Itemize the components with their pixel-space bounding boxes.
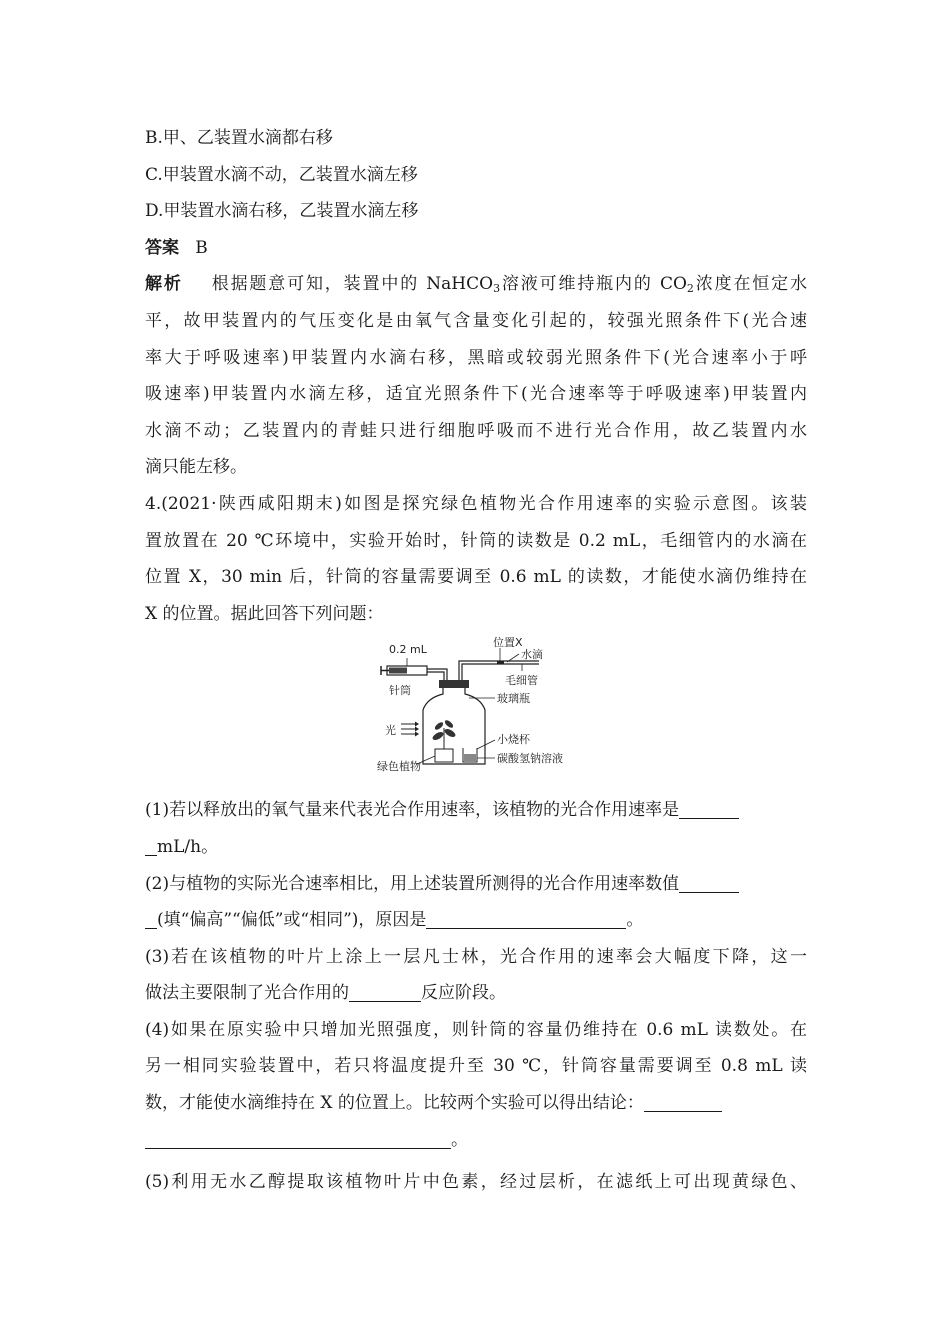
answer-blank-4[interactable] [349, 981, 421, 1002]
answer-blank-5-cont[interactable] [145, 1128, 451, 1149]
label-position: 位置X [493, 636, 523, 650]
label-syringe: 针筒 [389, 684, 411, 698]
option-c: C.甲装置水滴不动，乙装置水滴左移 [145, 164, 418, 185]
answer-blank-3[interactable] [426, 908, 626, 929]
rubber-stopper [439, 680, 469, 688]
answer-value: B [195, 237, 208, 258]
subq4-line-3: 数，才能使水滴维持在 X 的位置上。比较两个实验可以得出结论： [145, 1085, 807, 1122]
subq4-line-4: 。 [145, 1122, 807, 1159]
apparatus-illustration [377, 636, 597, 776]
question4-line-3: 位置 X，30 min 后，针筒的容量需要调至 0.6 mL 的读数，才能使水滴仍维持在 [145, 567, 807, 588]
subq1-line-2: mL/h。 [145, 829, 807, 866]
analysis-line-5: 水滴不动；乙装置内的青蛙只进行细胞呼吸而不进行光合作用，故乙装置内水 [145, 420, 807, 441]
answer-line [145, 230, 807, 267]
option-d: D.甲装置水滴右移，乙装置水滴左移 [145, 201, 419, 222]
glass-bottle [423, 688, 485, 764]
subq4-line-2: 另一相同实验装置中，若只将温度提升至 30 ℃，针筒容量需要调至 0.8 mL 读 [145, 1056, 807, 1077]
subq1-line-1: (1)若以释放出的氧气量来代表光合作用速率，该植物的光合作用速率是 [145, 792, 807, 829]
label-plant: 绿色植物 [377, 760, 421, 774]
subq3-line-1: (3)若在该植物的叶片上涂上一层凡士林，光合作用的速率会大幅度下降，这一 [145, 946, 807, 967]
subq4-line-1: (4)如果在原实验中只增加光照强度，则针筒的容量仍维持在 0.6 mL 读数处。在 [145, 1019, 807, 1040]
answer-blank-1[interactable] [679, 798, 739, 819]
label-reading: 0.2 mL [389, 643, 427, 657]
subq3-line-2: 做法主要限制了光合作用的 反应阶段。 [145, 983, 506, 1004]
analysis-line-3: 率大于呼吸速率)甲装置内水滴右移，黑暗或较弱光照条件下(光合速率小于呼 [145, 347, 807, 368]
analysis-line-4: 吸速率)甲装置内水滴左移，适宜光照条件下(光合速率等于呼吸速率)甲装置内 [145, 384, 807, 405]
answer-blank-2[interactable] [679, 872, 739, 893]
document-page [145, 120, 807, 1201]
answer-blank-5[interactable] [644, 1091, 722, 1112]
option-b: B.甲、乙装置水滴都右移 [145, 128, 333, 148]
subq2-line-2: (填“偏高”“偏低”或“相同”)，原因是 。 [145, 902, 807, 939]
question4-line-4: X 的位置。据此回答下列问题： [145, 603, 384, 624]
experiment-diagram [145, 636, 807, 786]
answer-blank-1-cont[interactable] [145, 835, 157, 856]
label-capillary: 毛细管 [505, 674, 538, 688]
plant-pot [435, 749, 453, 762]
label-beaker: 小烧杯 [497, 733, 530, 747]
answer-blank-2-cont[interactable] [145, 908, 157, 929]
label-solution: 碳酸氢钠溶液 [497, 752, 563, 766]
analysis-label: 解析 [145, 274, 183, 295]
label-water-drop: 水滴 [521, 648, 543, 662]
label-light: 光 [385, 724, 396, 738]
question4-line-2: 置放置在 20 ℃环境中，实验开始时，针筒的读数是 0.2 mL，毛细管内的水滴在 [145, 530, 807, 551]
syringe-plunger [389, 668, 407, 674]
water-drop-mark [497, 661, 504, 664]
analysis-line-2: 平，故甲装置内的气压变化是由氧气含量变化引起的，较强光照条件下(光合速 [145, 310, 807, 331]
bicarbonate-solution [464, 754, 476, 761]
label-bottle: 玻璃瓶 [497, 692, 530, 706]
subq5-line-1: (5)利用无水乙醇提取该植物叶片中色素，经过层析，在滤纸上可出现黄绿色、 [145, 1172, 807, 1193]
subq2-line-1: (2)与植物的实际光合速率相比，用上述装置所测得的光合作用速率数值 [145, 866, 807, 903]
analysis-line-1: 解析 根据题意可知，装置中的 NaHCO$_3$溶液可维持瓶内的 $CO_2$浓度在恒定水 [145, 274, 807, 296]
analysis-line-6: 滴只能左移。 [145, 457, 247, 478]
question4-line-1: 4.(2021·陕西咸阳期末)如图是探究绿色植物光合作用速率的实验示意图。该装 [145, 493, 807, 514]
answer-label: 答案 [145, 237, 179, 258]
